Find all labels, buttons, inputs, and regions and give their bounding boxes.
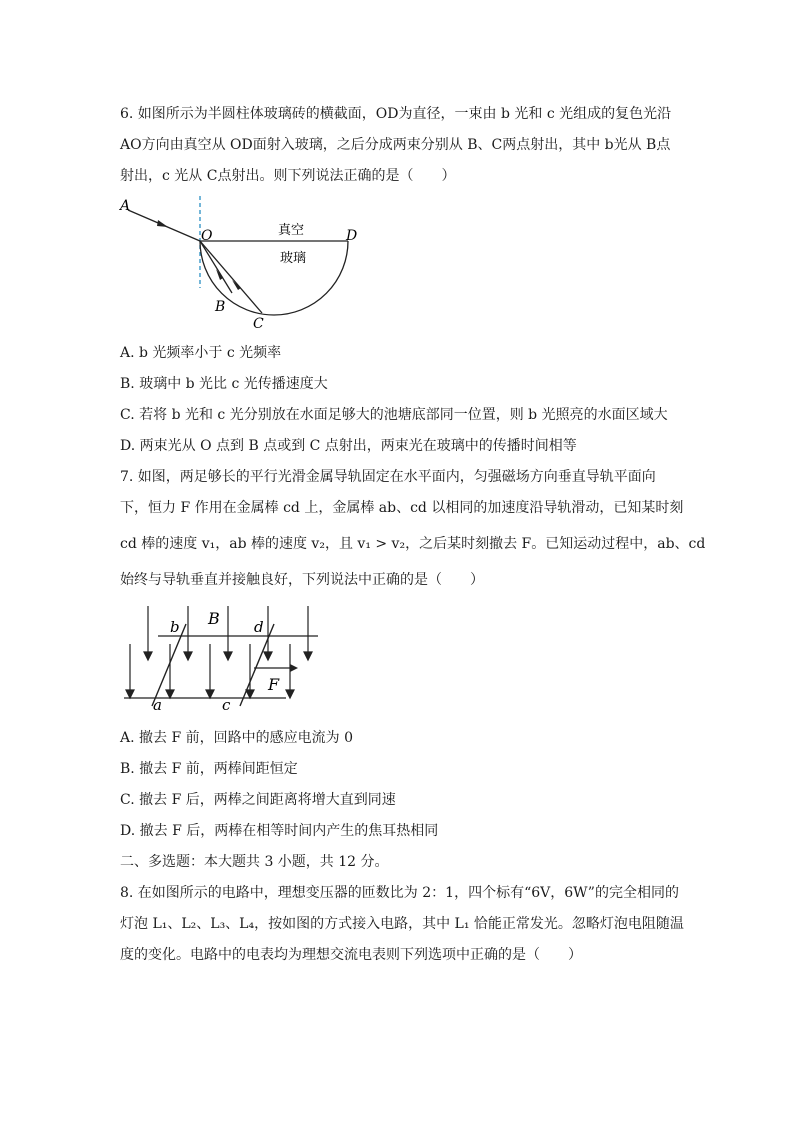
q7-figure-rails-rods <box>118 602 328 714</box>
ray-oc-arrow <box>232 280 241 290</box>
q7-option-d: D. 撤去 F 后，两棒在相等时间内产生的焦耳热相同 <box>120 823 439 839</box>
q6-option-a: A. b 光频率小于 c 光频率 <box>120 345 282 361</box>
q7-option-b: B. 撤去 F 前，两棒间距恒定 <box>120 761 298 777</box>
q6-option-c: C. 若将 b 光和 c 光分别放在水面足够大的池塘底部同一位置，则 b 光照亮的水面区域大 <box>120 407 668 423</box>
q6-option-d: D. 两束光从 O 点到 B 点或到 C 点射出，两束光在玻璃中的传播时间相等 <box>120 438 577 454</box>
label-c-rod: c <box>222 696 231 714</box>
section-heading: 二、多选题：本大题共 3 小题，共 12 分。 <box>120 854 389 870</box>
label-o: O <box>201 228 213 244</box>
q6-figure-semicircle-glass <box>110 190 370 338</box>
q6-stem-line-1: 6. 如图所示为半圆柱体玻璃砖的横截面，OD为直径，一束由 b 光和 c 光组成的复色光沿 <box>120 106 672 122</box>
q6-option-b: B. 玻璃中 b 光比 c 光传播速度大 <box>120 376 328 392</box>
incident-arrow <box>157 220 168 227</box>
q7-stem-line-2: 下，恒力 F 作用在金属棒 cd 上，金属棒 ab、cd 以相同的加速度沿导轨滑动，已知某时刻 <box>120 500 684 516</box>
label-f: F <box>268 675 280 694</box>
q7-option-c: C. 撤去 F 后，两棒之间距离将增大直到同速 <box>120 792 396 808</box>
force-arrow-head <box>290 664 298 672</box>
q7-stem-line-1: 7. 如图，两足够长的平行光滑金属导轨固定在水平面内，匀强磁场方向垂直导轨平面向 <box>120 469 656 485</box>
q8-stem-line-2: 灯泡 L₁、L₂、L₃、L₄，按如图的方式接入电路，其中 L₁ 恰能正常发光。忽略灯泡电阻随温 <box>120 916 684 932</box>
q6-stem-line-3: 射出，c 光从 C点射出。则下列说法正确的是（ ） <box>120 168 456 184</box>
q6-stem-line-2: AO方向由真空从 OD面射入玻璃，之后分成两束分别从 B、C两点射出，其中 b光从 B点 <box>120 137 671 153</box>
label-b-rod: b <box>170 618 180 636</box>
label-field-b: B <box>208 609 220 628</box>
q7-option-a: A. 撤去 F 前，回路中的感应电流为 0 <box>120 730 353 746</box>
q8-stem-line-3: 度的变化。电路中的电表均为理想交流电表则下列选项中正确的是（ ） <box>120 947 582 963</box>
label-vacuum: 真空 <box>278 223 305 238</box>
label-a-rod: a <box>153 696 162 714</box>
q7-stem-line-4: 始终与导轨垂直并接触良好，下列说法中正确的是（ ） <box>120 572 484 588</box>
ray-ob-arrow <box>216 269 223 280</box>
label-d: D <box>346 228 358 244</box>
q8-stem-line-1: 8. 在如图所示的电路中，理想变压器的匝数比为 2：1，四个标有“6V，6W”的完全相同的 <box>120 885 679 901</box>
label-glass: 玻璃 <box>280 251 307 266</box>
q7-stem-line-3: cd 棒的速度 v₁，ab 棒的速度 v₂，且 v₁ > v₂，之后某时刻撤去 F。已知运动过程中，ab、cd <box>120 536 706 552</box>
label-b: B <box>215 299 226 315</box>
label-a: A <box>120 198 131 214</box>
label-c: C <box>253 316 264 332</box>
label-d-rod: d <box>254 618 264 636</box>
